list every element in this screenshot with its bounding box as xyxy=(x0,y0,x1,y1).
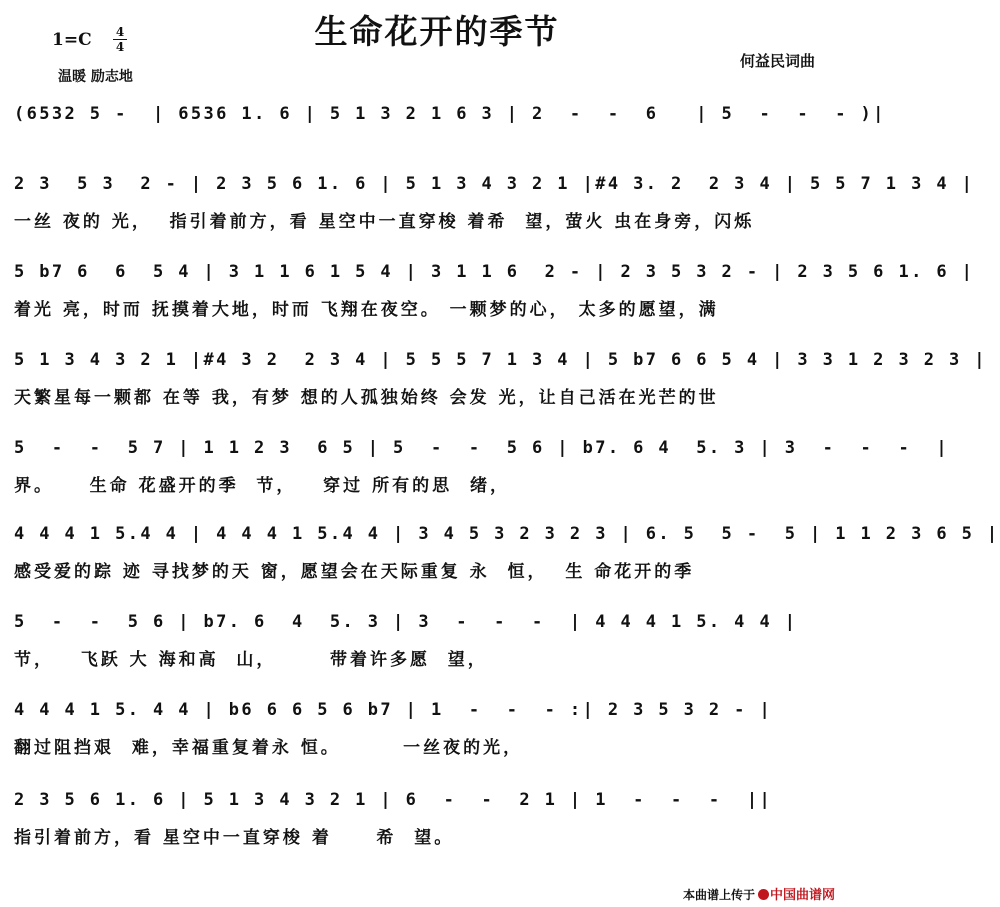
globe-icon xyxy=(758,889,769,900)
tempo-mood: 温暖 励志地 xyxy=(58,69,133,85)
notation-row: 5 - - 5 7 | 1 1 2 3 6 5 | 5 - - 5 6 | b7. 6 4 5. 3 | 3 - - - | xyxy=(14,438,949,458)
score-line-6 xyxy=(14,520,1000,582)
time-signature-bottom: 4 xyxy=(115,40,125,54)
site-name: 中国曲谱网 xyxy=(770,888,836,903)
song-title: 生命花开的季节 xyxy=(314,12,560,51)
score-line-9 xyxy=(14,786,848,848)
score-line-8 xyxy=(14,696,848,758)
score-line-1 xyxy=(14,100,886,162)
lyrics-row xyxy=(14,140,848,164)
lyrics-row: 一丝 夜的 光， 指引着前方，看 星空中一直穿梭 着希 望，萤火 虫在身旁，闪烁 xyxy=(14,212,755,232)
notation-row: 2 3 5 6 1. 6 | 5 1 3 4 3 2 1 | 6 - - 2 1 | 1 - - - || xyxy=(14,790,773,810)
time-signature-top: 4 xyxy=(115,25,125,39)
notation-row: (6532 5 - | 6536 1. 6 | 5 1 3 2 1 6 3 | 2 - - 6 | 5 - - - )| xyxy=(14,104,886,124)
notation-row: 5 1 3 4 3 2 1 |#4 3 2 2 3 4 | 5 5 5 7 1 3 4 | 5 b7 6 6 5 4 | 3 3 1 2 3 2 3 | xyxy=(14,350,987,370)
time-signature xyxy=(113,26,127,53)
notation-row: 4 4 4 1 5.4 4 | 4 4 4 1 5.4 4 | 3 4 5 3 2 3 2 3 | 6. 5 5 - 5 | 1 1 2 3 6 5 | xyxy=(14,524,1000,544)
lyrics-row: 节， 飞跃 大 海和高 山， 带着许多愿 望， xyxy=(14,650,488,670)
notation-row: 5 b7 6 6 5 4 | 3 1 1 6 1 5 4 | 3 1 1 6 2 - | 2 3 5 3 2 - | 2 3 5 6 1. 6 | xyxy=(14,262,975,282)
lyrics-row: 指引着前方，看 星空中一直穿梭 着 希 望。 xyxy=(14,828,455,848)
key-signature: 1=C xyxy=(52,30,92,50)
lyrics-row: 感受爱的踪 迹 寻找梦的天 窗，愿望会在天际重复 永 恒， 生 命花开的季 xyxy=(14,562,695,582)
notation-row: 4 4 4 1 5. 4 4 | b6 6 6 5 6 b7 | 1 - - - :| 2 3 5 3 2 - | xyxy=(14,700,773,720)
score-line-3 xyxy=(14,258,975,320)
notation-row: 5 - - 5 6 | b7. 6 4 5. 3 | 3 - - - | 4 4 4 1 5. 4 4 | xyxy=(14,612,798,632)
lyrics-row: 翻过阻挡艰 难，幸福重复着永 恒。 一丝夜的光， xyxy=(14,738,524,758)
score-line-5 xyxy=(14,434,949,496)
composer-credit: 何益民词曲 xyxy=(740,52,816,70)
score-line-2 xyxy=(14,170,975,232)
lyrics-row: 着光 亮，时而 抚摸着大地，时而 飞翔在夜空。 一颗梦的心， 太多的愿望，满 xyxy=(14,300,719,320)
score-line-4 xyxy=(14,346,987,408)
upload-note: 本曲谱上传于 xyxy=(683,888,756,902)
lyrics-row: 界。 生命 花盛开的季 节， 穿过 所有的思 绪， xyxy=(14,476,510,496)
upload-footer xyxy=(683,884,835,903)
notation-row: 2 3 5 3 2 - | 2 3 5 6 1. 6 | 5 1 3 4 3 2 1 |#4 3. 2 2 3 4 | 5 5 7 1 3 4 | xyxy=(14,174,975,194)
score-line-7 xyxy=(14,608,848,670)
lyrics-row: 天繁星每一颗都 在等 我，有梦 想的人孤独始终 会发 光，让自己活在光芒的世 xyxy=(14,388,719,408)
